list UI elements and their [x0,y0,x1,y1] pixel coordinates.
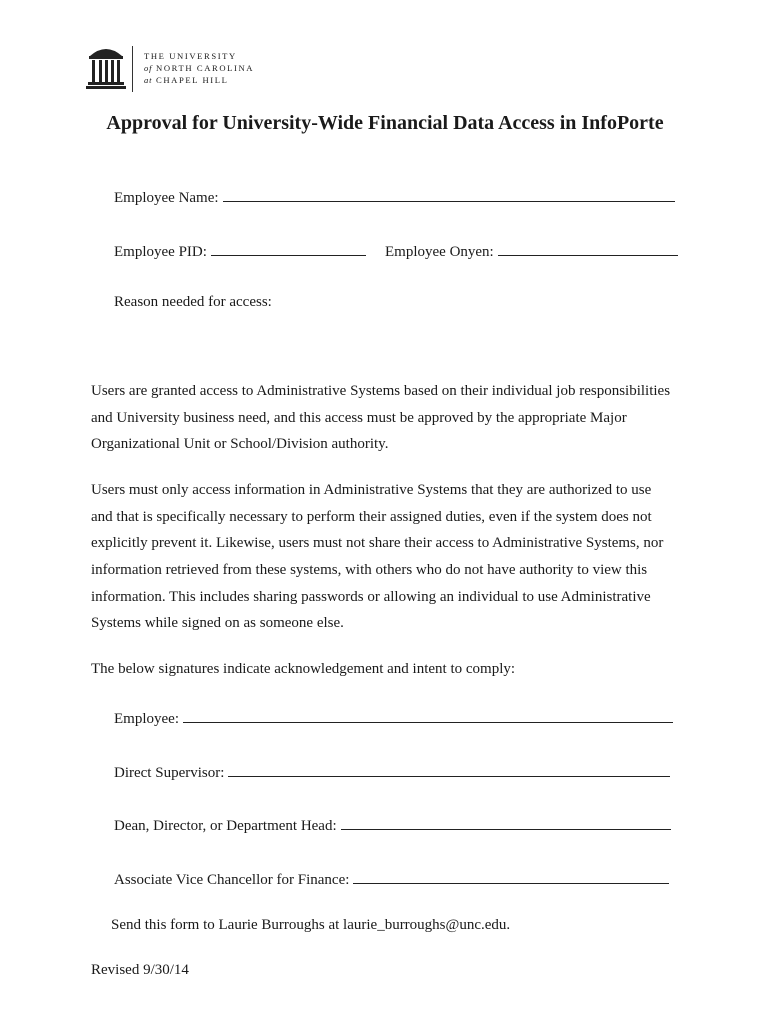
acknowledgement-text: The below signatures indicate acknowledgement and intent to comply: [91,661,516,677]
usage-policy-paragraph [91,477,691,637]
logo-line-2: of NORTH CAROLINA [144,63,255,73]
access-policy-paragraph [91,378,691,458]
paragraph-line: and that is specifically necessary to perform their assigned duties, even if the system does not [91,508,652,525]
employee-name-label: Employee Name: [114,190,219,206]
employee-signature-line[interactable] [183,708,673,723]
avc-finance-signature-field[interactable] [114,869,669,889]
logo-line-3: at CHAPEL HILL [144,75,229,85]
logo-divider [132,46,133,92]
employee-name-field[interactable] [114,187,675,207]
supervisor-signature-line[interactable] [228,762,670,777]
employee-onyen-label: Employee Onyen: [385,244,494,260]
employee-signature-field[interactable] [114,708,673,728]
logo-wordmark [144,50,254,86]
employee-onyen-field[interactable] [385,241,678,261]
revision-date: Revised 9/30/14 [91,962,189,978]
paragraph-line: Users are granted access to Administrative Systems based on their individual job responsibilities [91,383,671,399]
paragraph-line: Systems while signed on as someone else. [91,615,344,632]
employee-name-line[interactable] [223,187,675,202]
employee-signature-label: Employee: [114,711,179,727]
employee-onyen-line[interactable] [498,241,678,256]
paragraph-line: Organizational Unit or School/Division authority. [91,436,389,453]
paragraph-line: explicitly prevent it. Likewise, users must not share their access to Administrative Systems, nor [91,535,664,552]
employee-pid-label: Employee PID: [114,244,207,260]
dean-signature-field[interactable] [114,815,671,835]
reason-label: Reason needed for access: [114,294,272,310]
dean-signature-label: Dean, Director, or Department Head: [114,818,337,834]
page-title: Approval for University-Wide Financial Data Access in InfoPorte [106,112,664,134]
employee-pid-line[interactable] [211,241,366,256]
paragraph-line: and University business need, and this access must be approved by the appropriate Major [91,409,627,426]
dean-signature-line[interactable] [341,815,671,830]
paragraph-line: information. This includes sharing passwords or allowing an individual to use Administrative [91,588,651,605]
supervisor-signature-field[interactable] [114,762,670,782]
paragraph-line: Users must only access information in Administrative Systems that they are authorized to use [91,482,652,498]
employee-pid-field[interactable] [114,241,366,261]
logo-line-1: THE UNIVERSITY [144,51,237,61]
avc-finance-signature-line[interactable] [353,869,669,884]
paragraph-line: information retrieved from these systems, with others who do not have authority to view this [91,562,648,579]
send-instructions: Send this form to Laurie Burroughs at laurie_burroughs@unc.edu. [111,917,511,933]
avc-finance-signature-label: Associate Vice Chancellor for Finance: [114,872,350,888]
supervisor-signature-label: Direct Supervisor: [114,765,225,781]
old-well-icon [86,44,126,92]
